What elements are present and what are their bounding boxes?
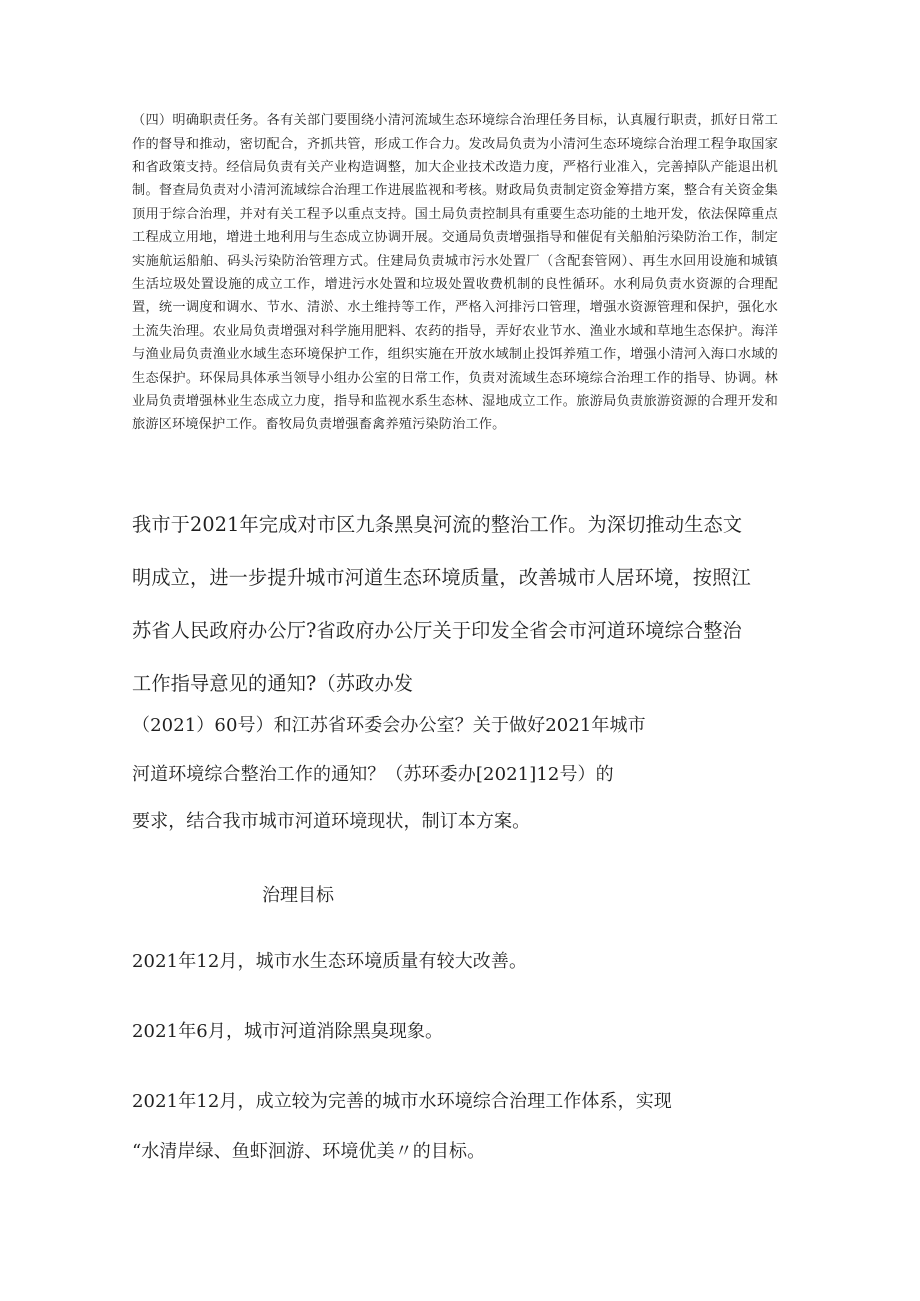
- goal-line-3: 2021年12月，成立较为完善的城市水环境综合治理工作体系，实现: [132, 1091, 672, 1112]
- citation-line-1: （2021）60号）和江苏省环委会办公室？关于做好2021年城市: [132, 715, 646, 736]
- responsibilities-paragraph: （四）明确职责任务。各有关部门要围绕小清河流域生态环境综合治理任务目标，认真履行职责，抓好日常工作的督导和推动，密切配合，齐抓共管，形成工作合力。发改局负责为小清河生态环境综合治理工程争取国家和省政策支持。经信局负责有关产业构造调整，加大企业技术改造力度，严格行业准入，完善掉队产能退出机制。督查局负责对小清河流域综合治理工作进展监视和考核。财政局负责制定资金筹措方案，整合有关资金集顶用于综合治理，并对有关工程予以重点支持。国土局负责控制具有重要生态功能的土地开发，依法保障重点工程成立用地，增进土地利用与生态成立协调开展。交通局负责增强指导和催促有关船舶污染防治工作，制定实施航运船舶、码头污染防治管理方式。住建局负责城市污水处置厂（含配套管网）、再生水回用设施和城镇生活垃圾处置设施的成立工作，增进污水处置和垃圾处置收费机制的良性循环。水利局负责水资源的合理配置，统一调度和调水、节水、清淤、水土维持等工作，严格入河排污口管理，增强水资源管理和保护，强化水土流失治理。农业局负责增强对科学施用肥料、农药的指导，弄好农业节水、渔业水域和草地生态保护。海洋与渔业局负责渔业水域生态环境保护工作，组织实施在开放水域制止投饵养殖工作，增强小清河入海口水域的生态保护。环保局具体承当领导小组办公室的日常工作，负责对流域生态环境综合治理工作的指导、协调。林业局负责增强林业生态成立力度，指导和监视水系生态林、湿地成立工作。旅游局负责旅游资源的合理开发和旅游区环境保护工作。畜牧局负责增强畜禽养殖污染防治工作。: [132, 113, 778, 433]
- goal-line-1: 2021年12月，城市水生态环境质量有较大改善。: [132, 951, 528, 972]
- intro-line-4: 工作指导意见的通知?（苏政办发: [132, 672, 414, 695]
- intro-line-1: 我市于2021年完成对市区九条黑臭河流的整治工作。为深切推动生态文: [132, 513, 743, 536]
- goal-line-2: 2021年6月，城市河道消除黑臭现象。: [132, 1021, 444, 1042]
- goal-line-4: “水清岸绿、鱼虾洄游、环境优美〃的目标。: [132, 1141, 486, 1162]
- citation-line-2: 河道环境综合整治工作的通知？（苏环委办[2021]12号）的: [132, 764, 614, 785]
- intro-line-3: 苏省人民政府办公厅?省政府办公厅关于印发全省会市河道环境综合整治: [132, 619, 742, 642]
- citation-line-3: 要求，结合我市城市河道环境现状，制订本方案。: [132, 811, 531, 832]
- intro-line-2: 明成立，进一步提升城市河道生态环境质量，改善城市人居环境，按照江: [132, 566, 751, 589]
- section-heading: 治理目标: [262, 885, 334, 906]
